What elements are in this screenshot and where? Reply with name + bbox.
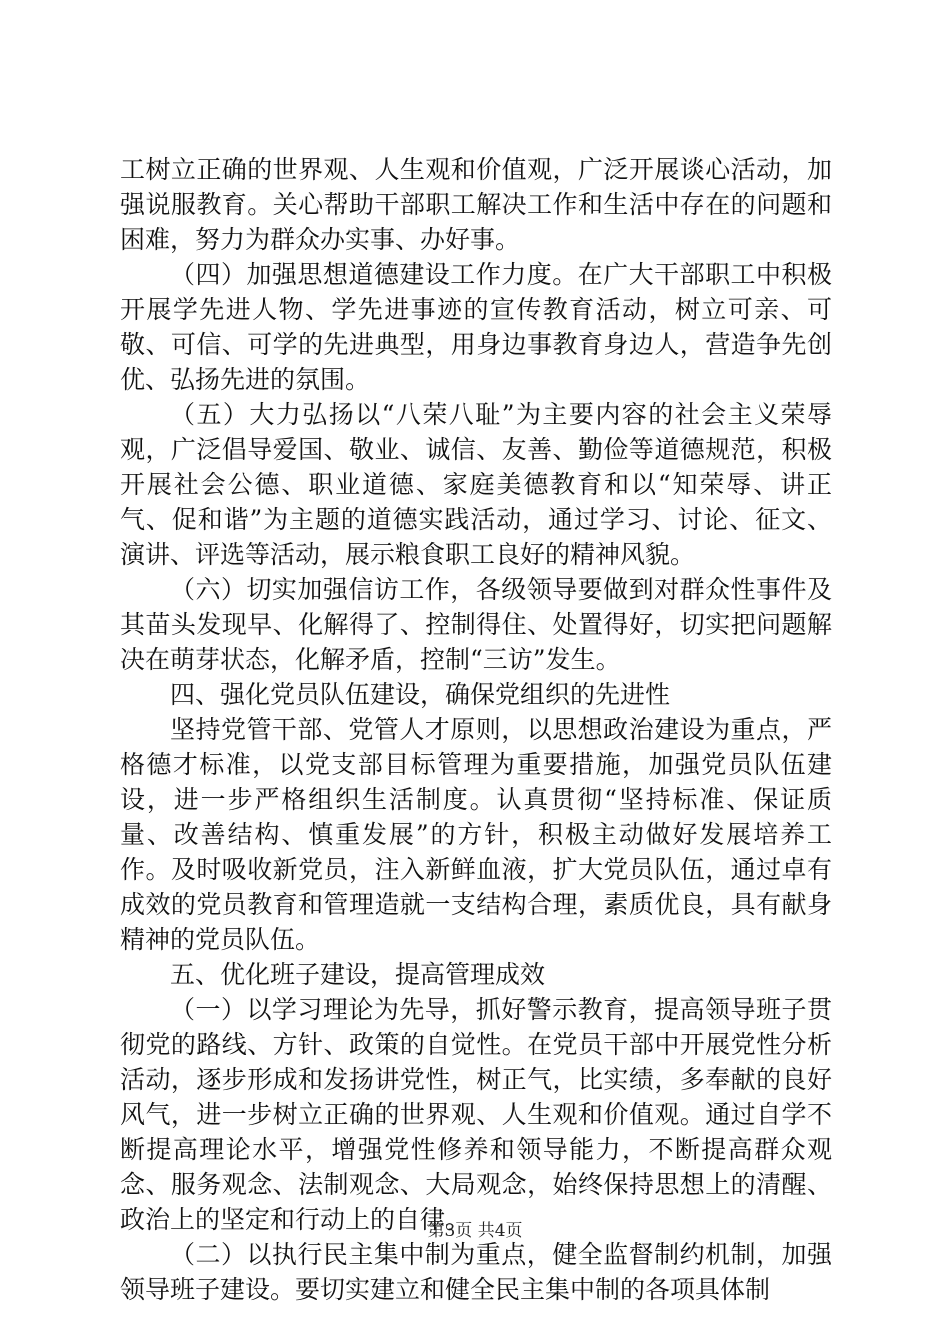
heading-party-member-team: 四、强化党员队伍建设，确保党组织的先进性 (170, 680, 671, 709)
paragraph-section-5: （五）大力弘扬以“八荣八耻”为主要内容的社会主义荣辱观，广泛倡导爱国、敬业、诚信、友善、勤俭等道德规范，积极开展社会公德、职业道德、家庭美德教育和以“知荣辱、讲正气、促和谐”为主题的道德实践活动，通过学习、讨论、征文、演讲、评选等活动，展示粮食职工良好的精神风貌。 (120, 400, 832, 569)
heading-leadership-team: 五、优化班子建设，提高管理成效 (170, 960, 546, 989)
paragraph-leadership-2: （二）以执行民主集中制为重点，健全监督制约机制，加强领导班子建设。要切实建立和健全民主集中制的各项具体制 (120, 1240, 832, 1304)
paragraph-leadership-1: （一）以学习理论为先导，抓好警示教育，提高领导班子贯彻党的路线、方针、政策的自觉性。在党员干部中开展党性分析活动，逐步形成和发扬讲党性，树正气，比实绩，多奉献的良好风气，进一步树立正确的世界观、人生观和价值观。通过自学不断提高理论水平，增强党性修养和领导能力，不断提高群众观念、服务观念、法制观念、大局观念，始终保持思想上的清醒、政治上的坚定和行动上的自律。 (120, 995, 832, 1234)
paragraph-continuation: 工树立正确的世界观、人生观和价值观，广泛开展谈心活动，加强说服教育。关心帮助干部职工解决工作和生活中存在的问题和困难，努力为群众办实事、办好事。 (120, 155, 832, 254)
paragraph-section-4: （四）加强思想道德建设工作力度。在广大干部职工中积极开展学先进人物、学先进事迹的宣传教育活动，树立可亲、可敬、可信、可学的先进典型，用身边事教育身边人，营造争先创优、弘扬先进的氛围。 (120, 260, 832, 394)
paragraph-party-member-team: 坚持党管干部、党管人才原则，以思想政治建设为重点，严格德才标准，以党支部目标管理为重要措施，加强党员队伍建设，进一步严格组织生活制度。认真贯彻“坚持标准、保证质量、改善结构、慎重发展”的方针，积极主动做好发展培养工作。及时吸收新党员，注入新鲜血液，扩大党员队伍，通过卓有成效的党员教育和管理造就一支结构合理，素质优良，具有献身精神的党员队伍。 (120, 715, 832, 954)
page-number-footer: 第3页 共4页 (427, 1221, 523, 1241)
paragraph-section-6: （六）切实加强信访工作，各级领导要做到对群众性事件及其苗头发现早、化解得了、控制得住、处置得好，切实把问题解决在萌芽状态，化解矛盾，控制“三访”发生。 (120, 575, 832, 674)
document-body (120, 152, 832, 1307)
